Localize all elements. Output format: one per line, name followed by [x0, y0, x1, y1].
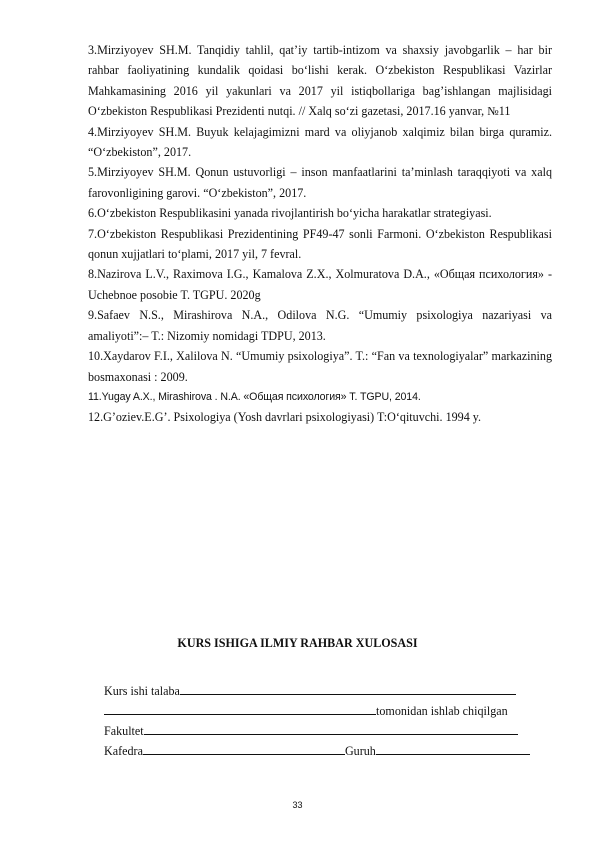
reference-item: 5.Mirziyoyev SH.M. Qonun ustuvorligi – inson manfaatlarini ta’minlash taraqqiyoti va xalq farovonligining garovi. “O‘zbekiston”, 2017.: [88, 165, 552, 200]
page-number: 33: [292, 800, 303, 810]
department-line: [104, 741, 554, 761]
reference-item: 8.Nazirova L.V., Raximova I.G., Kamalova Z.X., Xolmuratova D.A., «Общая психология» - Uchebnoe posobie T. TGPU. 2020g: [88, 267, 552, 302]
reference-item: 3.Mirziyoyev SH.M. Tanqidiy tahlil, qat’iy tartib-intizom va shaxsiy javobgarlik – har bir rahbar faoliyatining kundalik qoidasi bo‘lishi kerak. O‘zbekiston Respublikasi Vazirlar Mahkamasining 2016 yil yakunlari va 2017 yil istiqbollariga bag’ishlangan majlisidagi O‘zbekiston Respublikasi Prezidenti nutqi. // Xalq so‘zi gazetasi, 2017.16 yanvar, №11: [88, 43, 552, 119]
student-label: Kurs ishi talaba: [104, 684, 180, 698]
reference-item: 7.O‘zbekiston Respublikasi Prezidentining PF49-47 sonli Farmoni. O‘zbekiston Respublikasi qonun xujjatlari to‘plami, 2017 yil, 7 fevral.: [88, 226, 552, 262]
author-line: [104, 701, 554, 721]
reference-item: 4.Mirziyoyev SH.M. Buyuk kelajagimizni mard va oliyjanob xalqimiz bilan birga quramiz. “O‘zbekiston”, 2017.: [88, 124, 552, 160]
reference-item: 12.G’oziev.E.G’. Psixologiya (Yosh davrlari psixologiyasi) T:O‘qituvchi. 1994 y.: [88, 410, 482, 425]
developed-by-label: tomonidan ishlab chiqilgan: [376, 704, 508, 718]
supervisor-form: [104, 681, 554, 761]
reference-list: [88, 40, 552, 428]
author-name-blank: [104, 701, 376, 715]
reference-item: 6.O‘zbekiston Respublikasini yanada rivojlantirish bo‘yicha harakatlar strategiyasi.: [88, 206, 492, 221]
reference-item: 9.Safaev N.S., Mirashirova N.A., Odilova N.G. “Umumiy psixologiya nazariyasi va amaliyoti”:– T.: Nizomiy nomidagi TDPU, 2013.: [88, 308, 552, 343]
department-label: Kafedra: [104, 744, 143, 758]
faculty-blank: [144, 721, 518, 735]
faculty-label: Fakultet: [104, 724, 144, 738]
student-name-blank: [180, 681, 516, 695]
department-blank: [143, 741, 345, 755]
group-blank: [376, 741, 530, 755]
faculty-line: [104, 721, 554, 741]
reference-item: 11.Yugay A.X., Mirashirova . N.A. «Общая психология» T. TGPU, 2014.: [88, 390, 421, 403]
group-label: Guruh: [344, 744, 376, 758]
student-line: [104, 681, 554, 701]
section-heading: KURS ISHIGA ILMIY RAHBAR XULOSASI: [177, 636, 418, 650]
reference-item: 10.Xaydarov F.I., Xalilova N. “Umumiy psixologiya”. T.: “Fan va texnologiyalar” markazining bosmaxonasi : 2009.: [88, 349, 552, 384]
